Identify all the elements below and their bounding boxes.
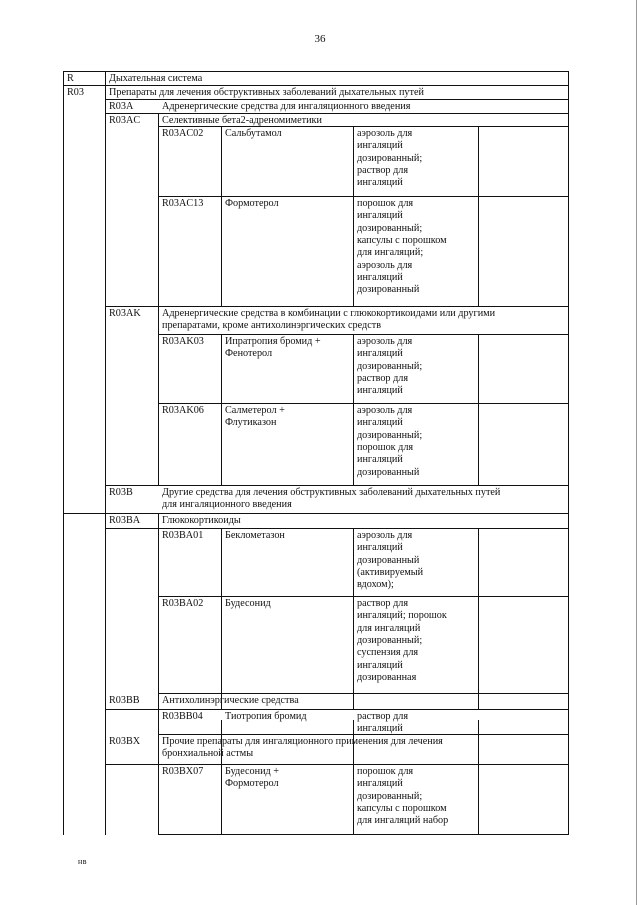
table-rule-h bbox=[105, 485, 569, 486]
drug-name-line: Салметерол + bbox=[225, 405, 285, 416]
dosage-form-line: дозированный; bbox=[357, 790, 423, 802]
atc-code: R03AC02 bbox=[162, 128, 204, 139]
table-rule-v bbox=[158, 709, 159, 721]
table-rule-v bbox=[568, 71, 569, 835]
dosage-form-line: порошок для bbox=[357, 441, 414, 453]
subclass-title: Глюкокортикоиды bbox=[162, 515, 241, 526]
drug-name: Будесонид bbox=[225, 598, 271, 609]
atc-code: R03AC13 bbox=[162, 198, 204, 209]
dosage-form-line: аэрозоль для bbox=[357, 259, 413, 271]
table-rule-v bbox=[221, 126, 222, 307]
dosage-form-line: капсулы с порошком bbox=[357, 234, 447, 246]
subgroup-title: Препараты для лечения обструктивных заболеваний дыхательных путей bbox=[109, 87, 424, 98]
dosage-form-line: аэрозоль для bbox=[357, 336, 413, 347]
class-code: R03A bbox=[109, 101, 134, 112]
table-rule-h bbox=[158, 693, 569, 694]
table-rule-h bbox=[105, 306, 569, 307]
dosage-form-line: дозированный bbox=[357, 466, 420, 478]
footer-mark: нв bbox=[78, 857, 88, 866]
table-rule-v bbox=[353, 528, 354, 710]
subclass-code: R03BB bbox=[109, 695, 140, 706]
dosage-form-line: ингаляций bbox=[357, 659, 403, 671]
dosage-form-line: ингаляций bbox=[357, 210, 403, 222]
table-rule-v bbox=[221, 764, 222, 835]
dosage-form-line: дозированный; bbox=[357, 152, 423, 164]
table-rule-v bbox=[158, 320, 159, 486]
table-rule-v bbox=[63, 71, 64, 835]
dosage-form-line: раствор для bbox=[357, 164, 409, 176]
drug-name-line: Ипратропия бромид + bbox=[225, 336, 321, 347]
subclass-title-line: Адренергические средства в комбинации с глюкокортикоидами или другими bbox=[162, 308, 496, 319]
table-rule-v bbox=[353, 126, 354, 307]
dosage-form-line: вдохом); bbox=[357, 579, 394, 591]
table-rule-v bbox=[353, 334, 354, 486]
dosage-form-line: порошок для bbox=[357, 198, 414, 209]
table-rule-h bbox=[158, 596, 569, 597]
table-rule-h bbox=[105, 528, 569, 529]
table-rule-h bbox=[105, 764, 569, 765]
dosage-form-line: дозированная bbox=[357, 671, 417, 683]
table-rule-v bbox=[221, 334, 222, 486]
drug-name-line: Будесонид + bbox=[225, 766, 280, 777]
dosage-form-line: суспензия для bbox=[357, 647, 419, 659]
dosage-form-line: ингаляций bbox=[357, 177, 403, 189]
table-rule-v bbox=[221, 528, 222, 710]
dosage-form-line: ингаляций bbox=[357, 385, 403, 397]
table-rule-v bbox=[478, 126, 479, 307]
subclass-code: R03AK bbox=[109, 308, 141, 319]
table-rule-v bbox=[158, 306, 159, 321]
dosage-form-line: порошок для bbox=[357, 766, 414, 777]
table-rule-h bbox=[158, 403, 569, 404]
table-rule-h bbox=[105, 709, 569, 710]
dosage-form-line: ингаляций; порошок bbox=[357, 610, 447, 622]
table-rule-v bbox=[478, 528, 479, 710]
atc-code: R03BX07 bbox=[162, 766, 204, 777]
drug-name: Сальбутамол bbox=[225, 128, 282, 139]
table-rule-h bbox=[158, 334, 569, 335]
table-rule-h bbox=[158, 834, 569, 835]
dosage-form-line: дозированный; bbox=[357, 222, 423, 234]
subclass-title-line: Прочие препараты для ингаляционного применения для лечения bbox=[162, 736, 443, 747]
drug-name: Формотерол bbox=[225, 198, 279, 209]
drug-name-line: Фенотерол bbox=[225, 348, 273, 360]
dosage-form-line: капсулы с порошком bbox=[357, 802, 447, 814]
atc-code: R03BA02 bbox=[162, 598, 204, 609]
dosage-form-line: дозированный bbox=[357, 284, 420, 296]
group-title: Дыхательная система bbox=[109, 73, 203, 84]
group-code: R bbox=[67, 73, 74, 84]
dosage-form-line: ингаляций bbox=[357, 454, 403, 466]
table-rule-v bbox=[478, 720, 479, 765]
subclass-title-line: препаратами, кроме антихолинэргических средств bbox=[162, 320, 382, 332]
table-rule-v bbox=[105, 71, 106, 835]
class-title-line: для ингаляционного введения bbox=[162, 499, 292, 511]
atc-code: R03AK03 bbox=[162, 336, 204, 347]
subclass-title: Селективные бета2-адреномиметики bbox=[162, 115, 322, 126]
dosage-form-line: ингаляций bbox=[357, 140, 403, 152]
table-rule-v bbox=[158, 113, 159, 307]
dosage-form-line: ингаляций bbox=[357, 417, 403, 429]
drug-name-line: Формотерол bbox=[225, 778, 279, 790]
dosage-form-line: ингаляций bbox=[357, 723, 403, 735]
drug-name: Беклометазон bbox=[225, 530, 285, 541]
subclass-code: R03AC bbox=[109, 115, 141, 126]
subgroup-code: R03 bbox=[67, 87, 84, 98]
dosage-form-line: ингаляций bbox=[357, 271, 403, 283]
dosage-form-line: ингаляций bbox=[357, 778, 403, 790]
drug-name-line: Флутиказон bbox=[225, 417, 277, 429]
dosage-form-line: (активируемый bbox=[357, 566, 424, 578]
subclass-title: Антихолинэргические средства bbox=[162, 695, 299, 706]
dosage-form-line: раствор для bbox=[357, 711, 409, 722]
page-number: 36 bbox=[314, 33, 326, 45]
dosage-form-line: для ингаляций; bbox=[357, 247, 424, 259]
dosage-form-line: для ингаляций bbox=[357, 622, 421, 634]
table-rule-v bbox=[158, 513, 159, 835]
dosage-form-line: ингаляций bbox=[357, 348, 403, 360]
dosage-form-line: аэрозоль для bbox=[357, 128, 413, 139]
dosage-form-line: для ингаляций набор bbox=[357, 815, 449, 827]
subclass-code: R03BX bbox=[109, 736, 141, 747]
dosage-form-line: дозированный bbox=[357, 554, 420, 566]
table-rule-v bbox=[478, 764, 479, 835]
dosage-form-line: дозированный; bbox=[357, 429, 423, 441]
drug-name: Тиотропия бромид bbox=[225, 711, 307, 722]
class-title-line: Другие средства для лечения обструктивных заболеваний дыхательных путей bbox=[162, 487, 501, 498]
dosage-form-line: аэрозоль для bbox=[357, 530, 413, 541]
table-rule-h bbox=[158, 196, 569, 197]
atc-code: R03BA01 bbox=[162, 530, 204, 541]
atc-code: R03AK06 bbox=[162, 405, 204, 416]
dosage-form-line: ингаляций bbox=[357, 542, 403, 554]
table-rule-v bbox=[353, 764, 354, 835]
table-rule-h bbox=[63, 513, 569, 514]
dosage-form-line: раствор для bbox=[357, 372, 409, 384]
dosage-form-line: аэрозоль для bbox=[357, 405, 413, 416]
dosage-form-line: дозированный; bbox=[357, 634, 423, 646]
subclass-code: R03BA bbox=[109, 515, 141, 526]
atc-code: R03BB04 bbox=[162, 711, 203, 722]
subclass-title-line: бронхиальной астмы bbox=[162, 748, 254, 760]
dosage-form-line: дозированный; bbox=[357, 360, 423, 372]
table-rule-v bbox=[478, 334, 479, 486]
dosage-form-line: раствор для bbox=[357, 598, 409, 609]
class-code: R03B bbox=[109, 487, 133, 498]
class-title: Адренергические средства для ингаляционного введения bbox=[162, 101, 411, 112]
scan-edge-line bbox=[636, 0, 637, 905]
table-rule-h bbox=[63, 71, 569, 72]
